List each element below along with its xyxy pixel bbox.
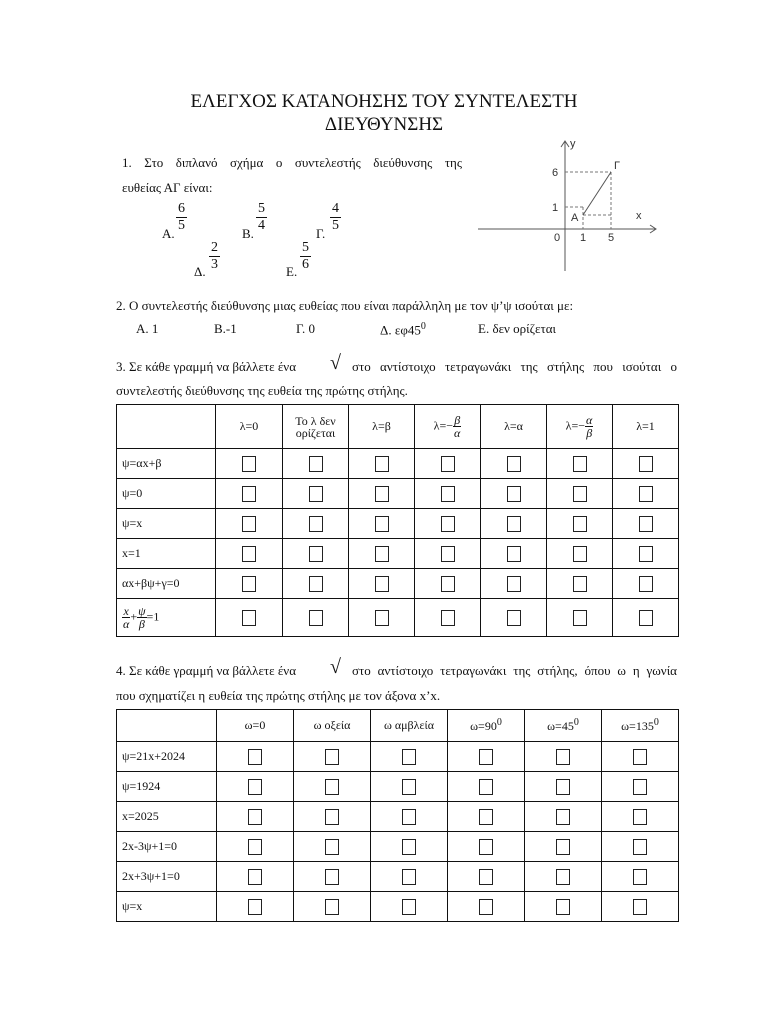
checkbox[interactable] [325, 839, 339, 855]
checkbox[interactable] [573, 486, 587, 502]
q4-text-line-1b: στο αντίστοιχο τετραγωνάκι της στήλης, όπου ω η γωνία [352, 663, 677, 678]
checkbox[interactable] [325, 779, 339, 795]
q3-header-lambda-alpha: λ=α [481, 405, 547, 449]
tick-x-1: 1 [580, 232, 587, 244]
q1-option-c-fraction[interactable] [330, 201, 341, 234]
checkbox[interactable] [402, 779, 416, 795]
table-row [117, 772, 679, 802]
checkbox[interactable] [479, 809, 493, 825]
q4-row-label: ψ=x [117, 892, 217, 922]
q3-header-lambda-beta: λ=β [349, 405, 415, 449]
q3-row-label: ψ=0 [117, 479, 216, 509]
q4-header-omega-acute: ω οξεία [294, 710, 371, 742]
q3-row-label: ψ=αx+β [117, 449, 216, 479]
q4-row-label: 2x-3ψ+1=0 [117, 832, 217, 862]
table-row [117, 539, 679, 569]
q1-coordinate-graph [470, 135, 670, 275]
checkbox[interactable] [309, 610, 323, 626]
checkbox[interactable] [573, 546, 587, 562]
checkbox[interactable] [242, 610, 256, 626]
q1-option-a-fraction[interactable] [176, 201, 187, 234]
table-row [117, 832, 679, 862]
axis-y-label: y [570, 138, 576, 150]
q4-text-line-2: που σχηματίζει η ευθεία της πρώτης στήλης με τον άξονα x’x. [116, 688, 441, 703]
checkbox[interactable] [402, 869, 416, 885]
q2-text: 2. Ο συντελεστής διεύθυνσης μιας ευθείας που είναι παράλληλη με τον ψ’ψ ισούται με: [116, 298, 574, 313]
fraction-numerator: 5 [258, 201, 265, 216]
checkbox[interactable] [479, 749, 493, 765]
checkbox[interactable] [309, 456, 323, 472]
q4-row-label: ψ=1924 [117, 772, 217, 802]
checkbox[interactable] [573, 456, 587, 472]
q3-header-lambda-1: λ=1 [613, 405, 679, 449]
q4-table [116, 709, 679, 922]
checkbox[interactable] [507, 546, 521, 562]
q1-text-line-1: 1. Στο διπλανό σχήμα ο συντελεστής διεύθυνσης της [122, 155, 462, 170]
checkbox[interactable] [479, 779, 493, 795]
q1-text-line-2: ευθείας ΑΓ είναι: [122, 180, 213, 195]
axis-x-label: x [636, 210, 642, 222]
q4-row-label: ψ=21x+2024 [117, 742, 217, 772]
checkbox[interactable] [325, 899, 339, 915]
q4-row-label: x=2025 [117, 802, 217, 832]
checkbox[interactable] [479, 839, 493, 855]
q1-option-d-label: Δ. [194, 264, 206, 279]
checkbox[interactable] [556, 749, 570, 765]
table-row [117, 509, 679, 539]
fraction-denominator: 5 [178, 218, 185, 233]
checkbox[interactable] [325, 809, 339, 825]
checkbox[interactable] [248, 839, 262, 855]
fraction-numerator: 2 [211, 240, 218, 255]
q4-row-label: 2x+3ψ+1=0 [117, 862, 217, 892]
checkbox[interactable] [633, 809, 647, 825]
checkbox[interactable] [309, 546, 323, 562]
fraction-denominator: 4 [258, 218, 265, 233]
checkbox[interactable] [639, 610, 653, 626]
checkbox[interactable] [248, 749, 262, 765]
checkbox[interactable] [248, 809, 262, 825]
checkbox[interactable] [309, 516, 323, 532]
checkbox[interactable] [441, 456, 455, 472]
checkbox[interactable] [402, 899, 416, 915]
q3-row-label: αx+βψ+γ=0 [117, 569, 216, 599]
checkbox[interactable] [639, 516, 653, 532]
checkbox[interactable] [639, 456, 653, 472]
checkmark-icon: √ [330, 656, 341, 678]
q3-row-label: x=1 [117, 539, 216, 569]
checkbox[interactable] [248, 899, 262, 915]
table-row [117, 599, 679, 637]
checkbox[interactable] [507, 456, 521, 472]
q3-header-empty [117, 405, 216, 449]
fraction-numerator: 4 [332, 201, 339, 216]
fraction-numerator: 5 [302, 240, 309, 255]
checkbox[interactable] [375, 516, 389, 532]
checkbox[interactable] [309, 486, 323, 502]
checkbox[interactable] [325, 869, 339, 885]
checkbox[interactable] [479, 869, 493, 885]
checkbox[interactable] [441, 576, 455, 592]
q3-header-lambda-0: λ=0 [216, 405, 283, 449]
point-a-label: Α [571, 212, 579, 224]
q1-option-e-fraction[interactable] [300, 240, 311, 273]
q4-header-omega-135: $\omega=135^0$ [602, 710, 679, 742]
checkbox[interactable] [441, 546, 455, 562]
q4-header-omega-45: $\omega=45^0$ [525, 710, 602, 742]
q2-option-c: Γ. 0 [296, 321, 315, 336]
checkbox[interactable] [375, 456, 389, 472]
checkbox[interactable] [639, 576, 653, 592]
checkbox[interactable] [242, 456, 256, 472]
q4-header-omega-obtuse: ω αμβλεία [371, 710, 448, 742]
q1-option-b-fraction[interactable] [256, 201, 267, 234]
checkbox[interactable] [573, 610, 587, 626]
q1-option-c-label: Γ. [316, 226, 326, 241]
q4-header-empty [117, 710, 217, 742]
origin-label: 0 [554, 232, 561, 244]
checkbox[interactable] [573, 576, 587, 592]
fraction-numerator: 6 [178, 201, 185, 216]
checkbox[interactable] [375, 576, 389, 592]
checkbox[interactable] [402, 839, 416, 855]
checkbox[interactable] [242, 576, 256, 592]
checkbox[interactable] [375, 610, 389, 626]
q4-header-row [117, 710, 679, 742]
segment-ag [583, 172, 611, 215]
q4-header-omega-0: ω=0 [217, 710, 294, 742]
checkbox[interactable] [507, 486, 521, 502]
checkbox[interactable] [556, 839, 570, 855]
checkbox[interactable] [441, 486, 455, 502]
q3-table [116, 404, 679, 637]
fraction-denominator: 6 [302, 257, 309, 272]
q4-text-line-1a: 4. Σε κάθε γραμμή να βάλλετε ένα [116, 663, 297, 678]
checkbox[interactable] [309, 576, 323, 592]
tick-y-1: 1 [552, 202, 559, 214]
fraction-denominator: 5 [332, 218, 339, 233]
checkbox[interactable] [573, 516, 587, 532]
checkbox[interactable] [325, 749, 339, 765]
table-row [117, 742, 679, 772]
table-row [117, 449, 679, 479]
checkbox[interactable] [375, 546, 389, 562]
q1-option-e-label: Ε. [286, 264, 298, 279]
checkbox[interactable] [556, 899, 570, 915]
q3-text-line-1a: 3. Σε κάθε γραμμή να βάλλετε ένα [116, 359, 297, 374]
checkbox[interactable] [633, 869, 647, 885]
q1-option-b-label: Β. [242, 226, 254, 241]
checkbox[interactable] [479, 899, 493, 915]
q3-row-label-fraction-equation: $\frac{x}{\alpha}$ + $\frac{\psi}{\beta}$ =1 [117, 599, 216, 637]
q3-header-undefined: Το λ δεν ορίζεται [283, 405, 349, 449]
checkbox[interactable] [507, 516, 521, 532]
tick-y-6: 6 [552, 167, 559, 179]
checkbox[interactable] [248, 869, 262, 885]
page-title-line-1: ΕΛΕΓΧΟΣ ΚΑΤΑΝΟΗΣΗΣ ΤΟΥ ΣΥΝΤΕΛΕΣΤΗ [190, 91, 578, 112]
checkbox[interactable] [402, 809, 416, 825]
table-row [117, 479, 679, 509]
checkbox[interactable] [402, 749, 416, 765]
checkmark-icon: √ [330, 352, 341, 374]
q3-text-line-2: συντελεστής διεύθυνσης της ευθεία της πρώτης στήλης. [116, 383, 408, 398]
q1-option-a-label: Α. [162, 226, 175, 241]
checkbox[interactable] [441, 610, 455, 626]
checkbox[interactable] [633, 749, 647, 765]
q2-option-d: Δ. $\varepsilon\varphi 45^0$ [380, 321, 426, 338]
checkbox[interactable] [507, 576, 521, 592]
checkbox[interactable] [633, 779, 647, 795]
checkbox[interactable] [639, 486, 653, 502]
q3-row-label: ψ=x [117, 509, 216, 539]
q3-header-row [117, 405, 679, 449]
checkbox[interactable] [375, 486, 389, 502]
q2-option-e: Ε. δεν ορίζεται [478, 321, 557, 336]
point-g-label: Γ [614, 160, 621, 172]
tick-x-5: 5 [608, 232, 615, 244]
fraction-denominator: 3 [211, 257, 218, 272]
page-title-line-2: ΔΙΕΥΘΥΝΣΗΣ [324, 114, 444, 135]
checkbox[interactable] [441, 516, 455, 532]
checkbox[interactable] [639, 546, 653, 562]
q1-option-d-fraction[interactable] [209, 240, 220, 273]
checkbox[interactable] [556, 809, 570, 825]
table-row [117, 892, 679, 922]
table-row [117, 802, 679, 832]
q2-option-a: Α. 1 [136, 321, 159, 336]
q3-header-minus-alpha-beta: λ=− $\frac{\alpha}{\beta}$ [547, 405, 613, 449]
q4-header-omega-90: $\omega=90^0$ [448, 710, 525, 742]
checkbox[interactable] [507, 610, 521, 626]
checkbox[interactable] [242, 546, 256, 562]
table-row [117, 862, 679, 892]
q3-header-minus-beta-alpha: λ=− $\frac{\beta}{\alpha}$ [415, 405, 481, 449]
checkbox[interactable] [242, 486, 256, 502]
checkbox[interactable] [248, 779, 262, 795]
checkbox[interactable] [556, 869, 570, 885]
q2-option-b: Β.-1 [214, 321, 237, 336]
q3-text-line-1b: στο αντίστοιχο τετραγωνάκι της στήλης που ισούται ο [352, 359, 677, 374]
checkbox[interactable] [242, 516, 256, 532]
checkbox[interactable] [556, 779, 570, 795]
table-row [117, 569, 679, 599]
checkbox[interactable] [633, 839, 647, 855]
checkbox[interactable] [633, 899, 647, 915]
